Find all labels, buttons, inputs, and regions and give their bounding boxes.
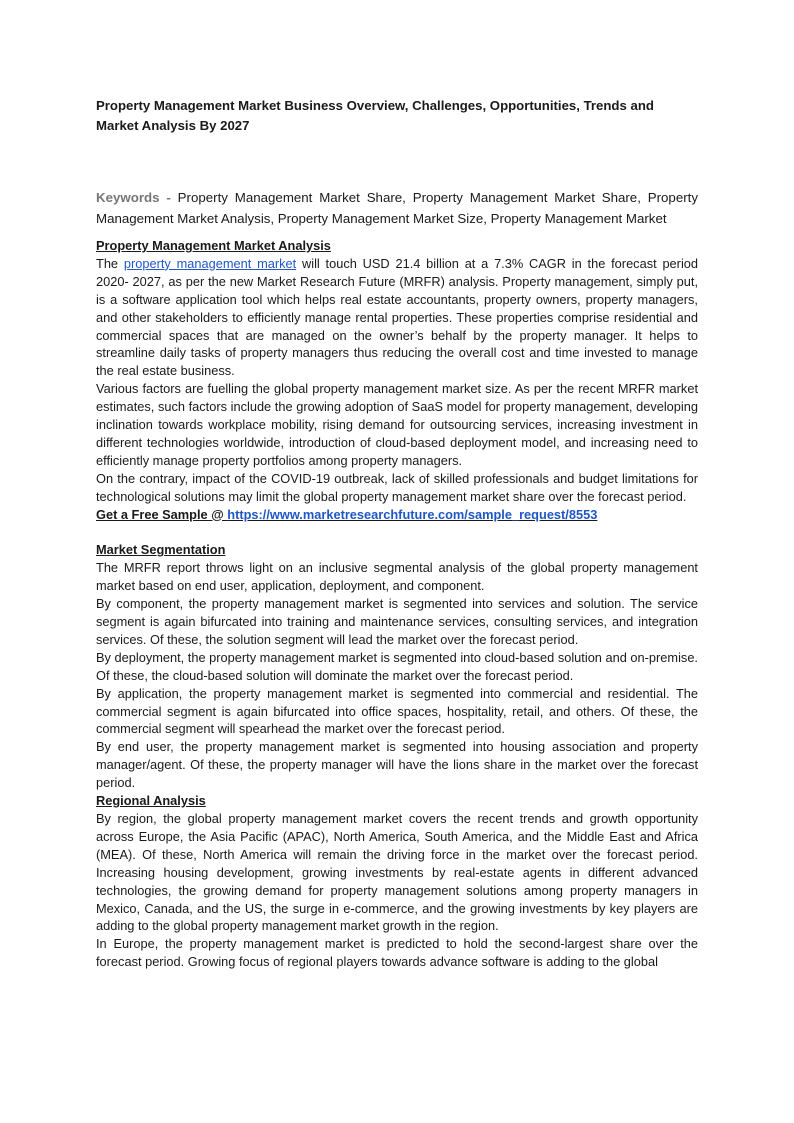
segmentation-paragraph-4: By application, the property management market is segmented into commercial and residential. The commercial segment is again bifurcated into office spaces, hospitality, retail, and others. Of these, the commercial segment will spearhead the market over the forecast period. (96, 685, 698, 737)
spacer (96, 524, 698, 542)
property-management-market-link[interactable]: property management market (123, 255, 297, 271)
keywords-label: Keywords (96, 190, 160, 205)
free-sample-link[interactable]: https://www.marketresearchfuture.com/sample_request/8553 (227, 506, 598, 522)
segmentation-paragraph-1: The MRFR report throws light on an inclusive segmental analysis of the global property management market based on end user, application, deployment, and component. (96, 560, 698, 594)
free-sample-label: Get a Free Sample @ (96, 506, 228, 522)
analysis-p1-before: The (96, 255, 124, 271)
analysis-p1-after: will touch USD 21.4 billion at a 7.3% CAGR in the forecast period 2020- 2027, as per the new Market Research Future (MRFR) analysis. Property management, simply put, is a software application tool which helps real estate accountants, property owners, property managers, and other stakeholders to efficiently manage rental properties. These properties comprise residential and commercial spaces that are managed on the owner’s behalf by the property manager. It helps to streamline daily tasks of property managers thus reducing the overall cost and time invested to manage the real estate business. (96, 255, 699, 379)
analysis-paragraph-1 (96, 255, 698, 380)
regional-paragraph-1: By region, the global property management market covers the recent trends and growth opportunity across Europe, the Asia Pacific (APAC), North America, South America, and the Middle East and Africa (MEA). Of these, North America will remain the driving force in the market over the forecast period. Increasing housing development, growing investments by real-estate agents in different advanced technologies, the growing demand for property management solutions among property managers in Mexico, Canada, and the US, the surge in e-commerce, and the growing investments by key players are adding to the global property management market growth in the region. (96, 810, 698, 934)
regional-paragraph-2: In Europe, the property management market is predicted to hold the second-largest share over the forecast period. Growing focus of regional players towards advance software is adding to the global (96, 936, 698, 970)
segmentation-heading: Market Segmentation (96, 542, 226, 558)
segmentation-paragraph-3: By deployment, the property management market is segmented into cloud-based solution and on-premise. Of these, the cloud-based solution will dominate the market over the forecast period. (96, 649, 698, 683)
keywords-separator: - (159, 190, 178, 205)
regional-heading: Regional Analysis (96, 793, 206, 809)
analysis-heading: Property Management Market Analysis (96, 238, 331, 253)
analysis-paragraph-3: On the contrary, impact of the COVID-19 outbreak, lack of skilled professionals and budget limitations for technological solutions may limit the global property management market share over the forecast period. (96, 470, 698, 504)
analysis-paragraph-2: Various factors are fuelling the global property management market size. As per the recent MRFR market estimates, such factors include the growing adoption of SaaS model for property management, developing inclination towards workplace mobility, rising demand for outsourcing services, increasing investment in different technologies worldwide, introduction of cloud-based deployment model, and increasing need to efficiently manage property portfolios among property managers. (96, 381, 698, 468)
segmentation-paragraph-2: By component, the property management market is segmented into services and solution. The service segment is again bifurcated into training and maintenance services, consulting services, and integration services. Of these, the solution segment will lead the market over the forecast period. (96, 596, 698, 647)
document-page (96, 96, 698, 971)
document-title: Property Management Market Business Overview, Challenges, Opportunities, Trends and Market Analysis By 2027 (96, 98, 654, 133)
keywords-line (96, 188, 698, 229)
free-sample-line (96, 506, 698, 524)
segmentation-paragraph-5: By end user, the property management market is segmented into housing association and property manager/agent. Of these, the property manager will have the lions share in the market over the forecast period. (96, 739, 698, 791)
keywords-text: Property Management Market Share, Property Management Market Share, Property Management Market Analysis, Property Management Market Size, Property Management Market (96, 190, 698, 226)
